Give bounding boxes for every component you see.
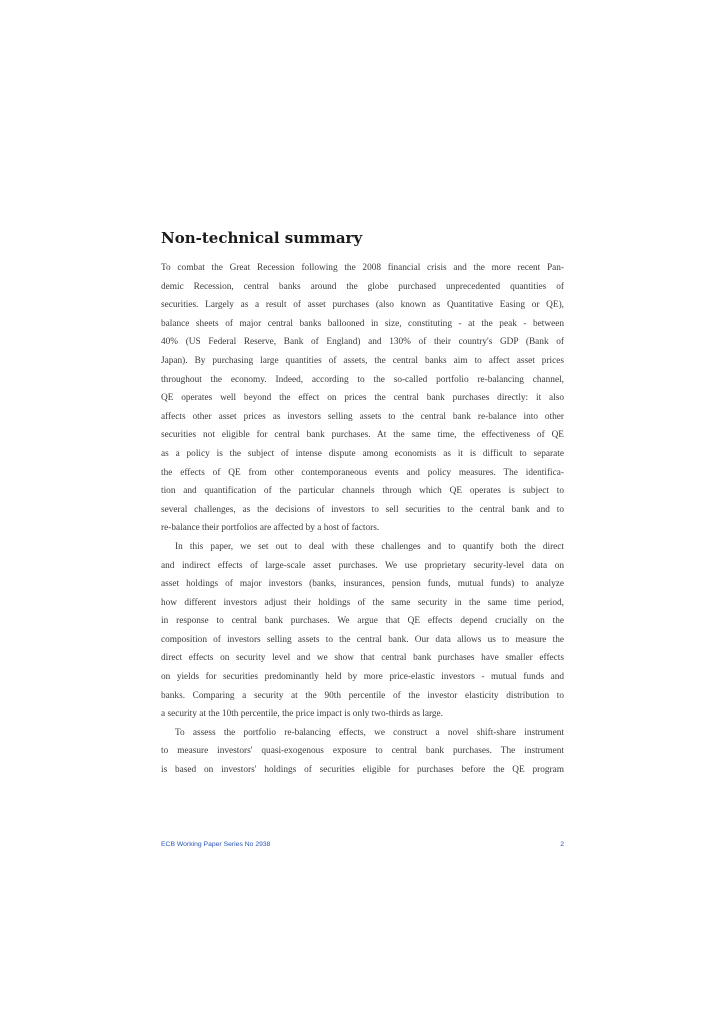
text-line: several challenges, as the decisions of investors to sell securities to the central bank and to: [161, 504, 564, 515]
text-line: QE operates well beyond the effect on prices the central bank purchases directly: it also: [161, 393, 564, 404]
text-line: on yields for securities predominantly held by more price-elastic investors - mutual funds and: [161, 672, 564, 683]
text-line: a security at the 10th percentile, the price impact is only two-thirds as large.: [161, 709, 444, 720]
text-line: To assess the portfolio re-balancing effects, we construct a novel shift-share instrument: [175, 727, 564, 738]
text-line: affects other asset prices as investors selling assets to the central bank re-balance into other: [161, 411, 564, 422]
section-heading: Non-technical summary: [161, 229, 363, 247]
paragraph-1: [161, 259, 564, 538]
text-line: demic Recession, central banks around the globe purchased unprecedented quantities of: [161, 281, 564, 292]
text-line: tion and quantification of the particular channels through which QE operates is subject to: [161, 486, 564, 497]
text-line: composition of investors selling assets to the central bank. Our data allows us to measure the: [161, 634, 564, 645]
text-line: the effects of QE from other contemporaneous events and policy measures. The identifica-: [161, 467, 564, 478]
paragraph-3: [161, 724, 564, 780]
page-number: 2: [560, 841, 564, 848]
text-line: as a policy is the subject of intense dispute among economists as it is difficult to separate: [161, 448, 564, 459]
text-line: throughout the economy. Indeed, according to the so-called portfolio re-balancing channel,: [161, 374, 564, 385]
text-line: securities. Largely as a result of asset purchases (also known as Quantitative Easing or QE),: [161, 300, 564, 311]
working-paper-series-label: ECB Working Paper Series No 2938: [161, 841, 271, 848]
text-line: how different investors adjust their holdings of the same security in the same time period,: [161, 597, 564, 608]
text-line: in response to central bank purchases. We argue that QE effects depend crucially on the: [161, 616, 564, 627]
text-line: re-balance their portfolios are affected by a host of factors.: [161, 523, 380, 534]
text-line: banks. Comparing a security at the 90th percentile of the investor elasticity distribution to: [161, 690, 564, 701]
text-line: and indirect effects of large-scale asset purchases. We use proprietary security-level data on: [161, 560, 564, 571]
text-line: to measure investors' quasi-exogenous exposure to central bank purchases. The instrument: [161, 746, 564, 757]
paragraph-2: [161, 538, 564, 724]
text-line: direct effects on security level and we show that central bank purchases have smaller effects: [161, 653, 564, 664]
summary-body: [161, 259, 564, 780]
text-line: asset holdings of major investors (banks, insurances, pension funds, mutual funds) to analyze: [161, 579, 564, 590]
text-line: is based on investors' holdings of securities eligible for purchases before the QE program: [161, 765, 564, 776]
text-line: 40% (US Federal Reserve, Bank of England) and 130% of their country's GDP (Bank of: [161, 337, 564, 348]
text-line: Japan). By purchasing large quantities of assets, the central banks aim to affect asset prices: [161, 355, 564, 366]
text-line: balance sheets of major central banks ballooned in size, constituting - at the peak - between: [161, 318, 564, 329]
text-line: In this paper, we set out to deal with these challenges and to quantify both the direct: [175, 541, 564, 552]
text-line: securities not eligible for central bank purchases. At the same time, the effectiveness of QE: [161, 430, 564, 441]
text-line: To combat the Great Recession following the 2008 financial crisis and the more recent Pan-: [161, 263, 564, 273]
